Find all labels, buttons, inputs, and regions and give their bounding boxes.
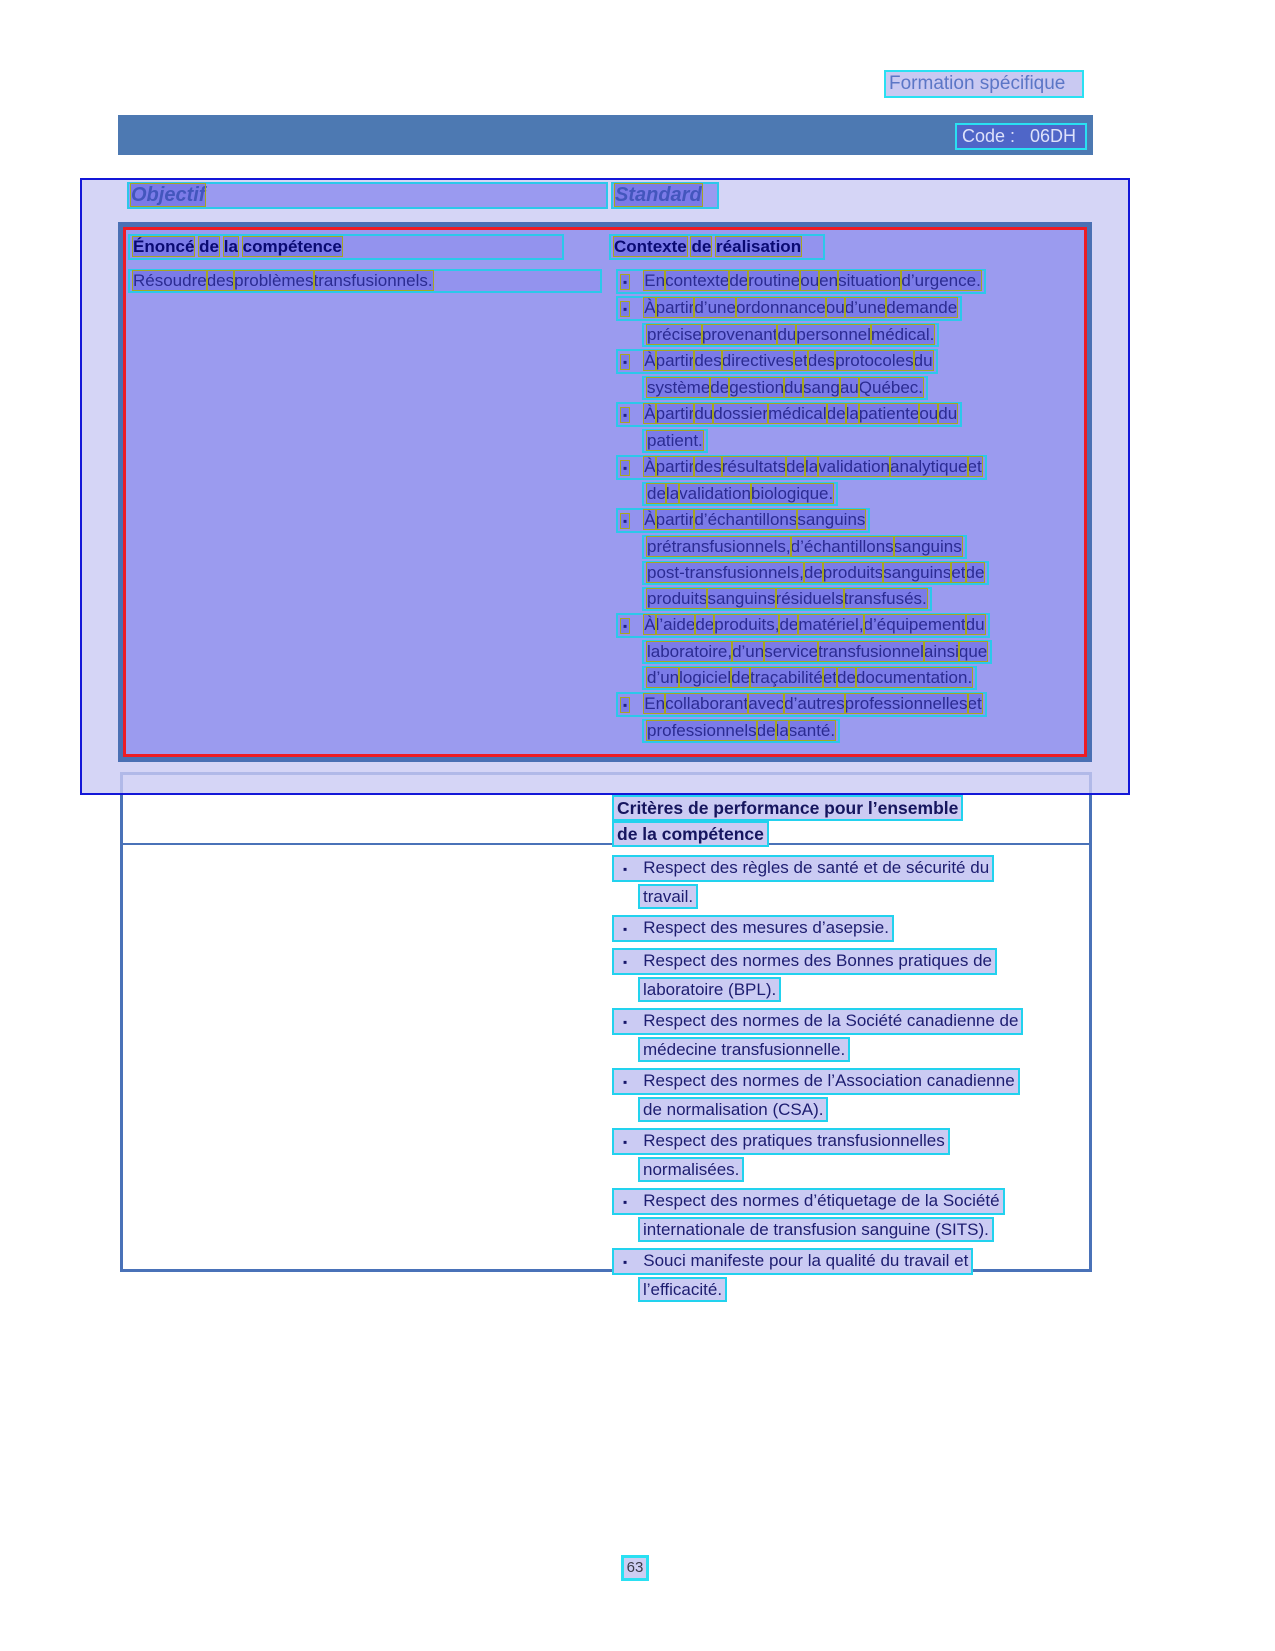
bullet-icon: ▪ [623,355,628,369]
objectif-label: Objectif [127,182,608,209]
list-item-line: produitssanguinsrésiduelstransfusés. [642,587,932,611]
list-item-line: de normalisation (CSA). [638,1097,828,1122]
list-item-line: ▪ Respect des normes des Bonnes pratiques de [612,948,997,975]
list-item-line: préciseprovenantdupersonnelmédical. [642,323,939,347]
list-item-line: médecine transfusionnelle. [638,1037,850,1062]
list-item-line: travail. [638,884,698,909]
list-item-line: ▪ Àpartirdesdirectivesetdesprotocolesdu [616,349,938,374]
list-item-line: patient. [642,429,708,453]
list-item-line: ▪ Encollaborantavecd’autresprofessionnelleset [616,692,987,717]
competence-table-header [128,234,1082,260]
performance-table [120,772,1092,1299]
context-item [616,349,1082,400]
performance-item [612,948,1089,1002]
list-item-line: ▪ Àpartirdudossiermédicaldelapatienteoudu [616,402,962,427]
performance-item [612,915,1089,942]
competence-table [118,222,1092,762]
page-number: 63 [621,1555,649,1581]
bullet-icon: ▪ [623,862,628,876]
list-item-line: l’efficacité. [638,1277,727,1302]
performance-header-line-2: de la compétence [612,821,769,847]
list-item-line: systèmedegestiondusangauQuébec. [642,376,928,400]
performance-header-line-1: Critères de performance pour l’ensemble [612,795,963,821]
bullet-icon: ▪ [623,698,628,712]
list-item-line: laboratoire,d’unservicetransfusionnelainsique [642,640,992,664]
list-item-line: ▪ Encontextederoutineouensituationd’urgence. [616,269,986,294]
competence-line: Résoudredesproblèmestransfusionnels. [128,269,602,293]
context-item [616,269,1082,294]
header-enonce: Énoncé de la compétence [128,234,564,260]
list-item-line: d’unlogicieldetraçabilitéetdedocumentation. [642,666,977,690]
list-item-line: ▪ Respect des mesures d’asepsie. [612,915,894,942]
performance-item [612,855,1089,909]
list-item-line: laboratoire (BPL). [638,977,781,1002]
bullet-icon: ▪ [623,461,628,475]
bullet-icon: ▪ [623,1135,628,1149]
list-item-line: delavalidationbiologique. [642,482,838,506]
context-item [616,508,1082,611]
context-item [616,692,1082,743]
context-item [616,402,1082,453]
competence-table-red-frame [123,227,1087,757]
list-item-line: prétransfusionnels,d’échantillonssanguins [642,535,967,559]
context-list [612,269,1082,745]
context-item [616,455,1082,506]
list-item-line: internationale de transfusion sanguine (SITS). [638,1217,994,1242]
competence-table-body [128,269,1082,745]
code-label: Code : 06DH [955,123,1087,150]
list-item-line: ▪ Àpartird’uneordonnanceoud’unedemande [616,296,962,321]
performance-list [123,845,1089,1302]
context-item [616,613,1082,690]
list-item-line: ▪ Àpartirdesrésultatsdelavalidationanalytiqueet [616,455,987,480]
performance-item [612,1188,1089,1242]
list-item-line: ▪ Respect des règles de santé et de sécurité du [612,855,994,882]
bullet-icon: ▪ [623,275,628,289]
list-item-line: ▪ Respect des pratiques transfusionnelles [612,1128,950,1155]
performance-item [612,1128,1089,1182]
context-item [616,296,1082,347]
bullet-icon: ▪ [623,1195,628,1209]
list-item-line: normalisées. [638,1157,744,1182]
list-item-line: professionnelsdelasanté. [642,719,840,743]
bullet-icon: ▪ [623,619,628,633]
list-item-line: ▪ Respect des normes de la Société canadienne de [612,1008,1023,1035]
bullet-icon: ▪ [623,1075,628,1089]
competence-cell [128,269,612,745]
list-item-line: ▪ Respect des normes d’étiquetage de la Société [612,1188,1005,1215]
bullet-icon: ▪ [623,1255,628,1269]
standard-label: Standard [611,182,719,209]
list-item-line: post-transfusionnels,deproduitssanguinsetde [642,561,989,585]
list-item-line: ▪ Respect des normes de l’Association canadienne [612,1068,1020,1095]
bullet-icon: ▪ [623,1015,628,1029]
list-item-line: ▪ Àpartird’échantillonssanguins [616,508,870,533]
bullet-icon: ▪ [623,302,628,316]
bullet-icon: ▪ [623,408,628,422]
bullet-icon: ▪ [623,514,628,528]
list-item-line: ▪ Souci manifeste pour la qualité du travail et [612,1248,973,1275]
performance-item [612,1068,1089,1122]
bullet-icon: ▪ [623,922,628,936]
header-contexte: Contexte de réalisation [609,234,825,260]
performance-item [612,1008,1089,1062]
list-item-line: ▪ Àl’aidedeproduits,dematériel,d’équipementdu [616,613,990,638]
program-label: Formation spécifique [884,70,1084,98]
bullet-icon: ▪ [623,955,628,969]
title-banner [118,115,1093,155]
performance-item [612,1248,1089,1302]
